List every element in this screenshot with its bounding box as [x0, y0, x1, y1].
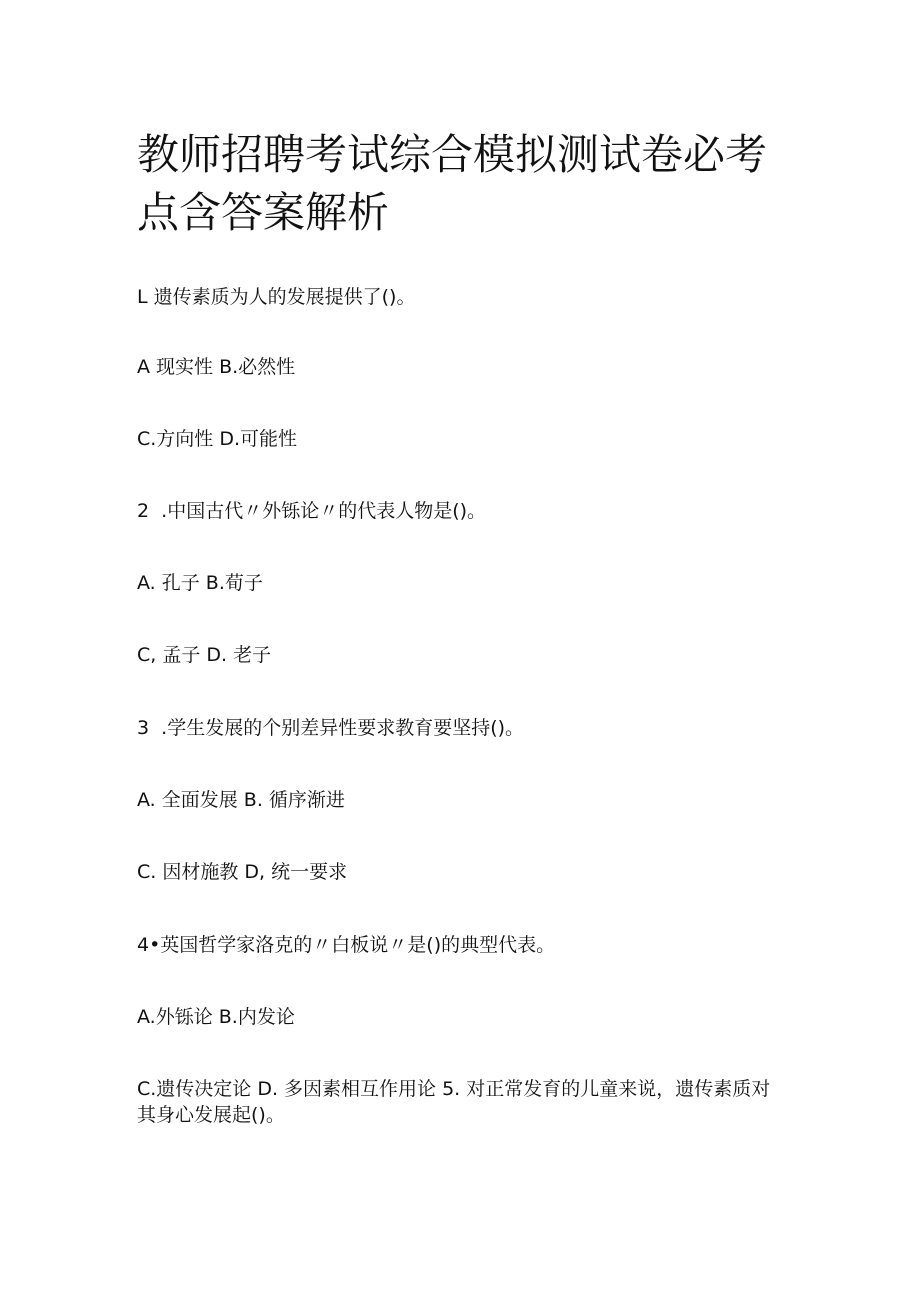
- question-4-options-cd-and-question-5: C.遗传决定论 D. 多因素相互作用论 5. 对正常发育的儿童来说，遗传素质对其身心发展起()。: [137, 1078, 771, 1126]
- question-1-options-cd: C.方向性 D.可能性: [137, 428, 298, 450]
- question-4-options-ab: A.外铄论 B.内发论: [137, 1006, 295, 1028]
- question-1-stem: L 遗传素质为人的发展提供了()。: [137, 286, 416, 308]
- question-3-options-cd: C. 因材施教 D, 统一要求: [137, 861, 348, 883]
- document-title: 教师招聘考试综合模拟测试卷必考点含答案解析: [137, 130, 768, 237]
- question-2-options-ab: A. 孔子 B.荀子: [137, 572, 263, 594]
- question-4-stem: 4•英国哲学家洛克的〃白板说〃是()的典型代表。: [137, 934, 556, 956]
- question-3-options-ab: A. 全面发展 B. 循序渐进: [137, 789, 345, 811]
- question-1-options-ab: A 现实性 B.必然性: [137, 356, 296, 378]
- question-3-stem: 3 .学生发展的个别差异性要求教育要坚持()。: [137, 717, 525, 739]
- question-2-stem: 2 .中国古代〃外铄论〃的代表人物是()。: [137, 500, 487, 522]
- question-2-options-cd: C, 孟子 D. 老子: [137, 644, 272, 666]
